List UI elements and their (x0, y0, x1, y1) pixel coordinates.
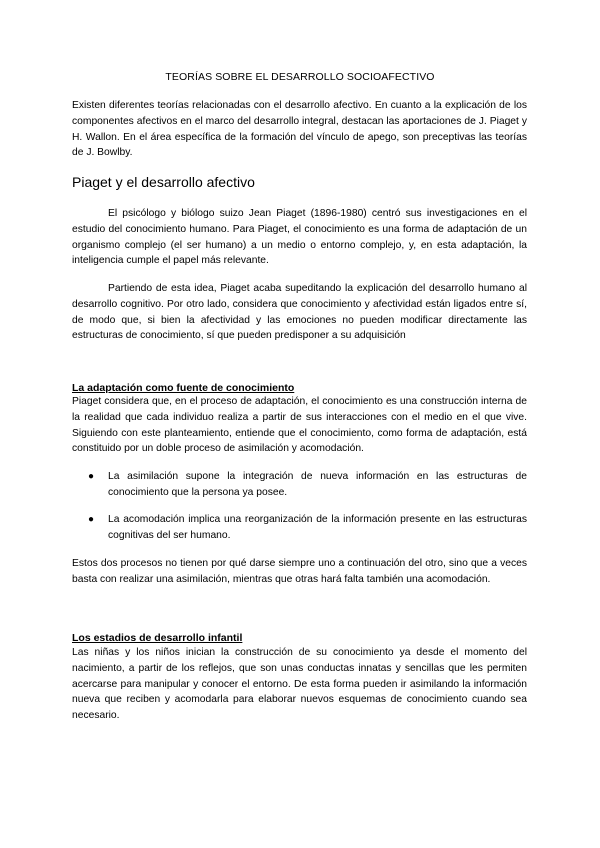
bullet-icon: ● (88, 514, 95, 525)
list-item (88, 469, 527, 501)
subheading-adaptacion: La adaptación como fuente de conocimiento (72, 382, 295, 394)
bullet-icon: ● (88, 471, 95, 482)
piaget-paragraph-2: Partiendo de esta idea, Piaget acaba supeditando la explicación del desarrollo humano al desarrollo cognitivo. Por otro lado, considera que conocimiento y afectividad están ligados entre sí, de modo que, si bien la afectividad y las emociones no pueden modificar directamente las estructuras de conocimiento, sí que pueden predisponer a su adquisición (72, 283, 527, 342)
adaptacion-paragraph: Piaget considera que, en el proceso de adaptación, el conocimiento es una construcción interna de la realidad que cada individuo realiza a partir de sus interacciones con el medio en el que vive. Siguiendo con este planteamiento, entiende que el conocimiento, como forma de adaptación, está constituido por un doble proceso de asimilación y acomodación. (72, 396, 527, 455)
list-item (88, 512, 527, 544)
document-title: TEORÍAS SOBRE EL DESARROLLO SOCIOAFECTIVO (165, 71, 435, 83)
subheading-estadios: Los estadios de desarrollo infantil (72, 632, 243, 644)
adaptacion-closing-paragraph: Estos dos procesos no tienen por qué darse siempre uno a continuación del otro, sino que a veces basta con realizar una asimilación, mientras que otras hará falta también una acomodación. (72, 558, 527, 585)
estadios-paragraph: Las niñas y los niños inician la construcción de su conocimiento ya desde el momento del nacimiento, a partir de los reflejos, que son unas conductas innatas y sencillas que les permiten acercarse para manipular y conocer el entorno. De esta forma pueden ir asimilando la información nueva que reciben y acomodarla para elaborar nuevos esquemas de conocimiento cuando sea necesario. (72, 647, 527, 722)
list-item-text: La asimilación supone la integración de nueva información en las estructuras de conocimiento que la persona ya posee. (108, 471, 527, 498)
intro-paragraph: Existen diferentes teorías relacionadas con el desarrollo afectivo. En cuanto a la explicación de los componentes afectivos en el marco del desarrollo integral, destacan las aportaciones de J. Piaget y H. Wallon. En el área específica de la formación del vínculo de apego, son preceptivas las teorías de J. Bowlby. (72, 100, 527, 159)
piaget-paragraph-1: El psicólogo y biólogo suizo Jean Piaget (1896-1980) centró sus investigaciones en el estudio del conocimiento humano. Para Piaget, el conocimiento es una forma de adaptación de un organismo complejo (el ser humano) a un medio o entorno complejo, y, en esta adaptación, la inteligencia cumple el papel más relevante. (72, 208, 527, 267)
section-heading-piaget: Piaget y el desarrollo afectivo (72, 174, 255, 190)
list-item-text: La acomodación implica una reorganización de la información presente en las estructuras cognitivas del ser humano. (108, 514, 527, 541)
